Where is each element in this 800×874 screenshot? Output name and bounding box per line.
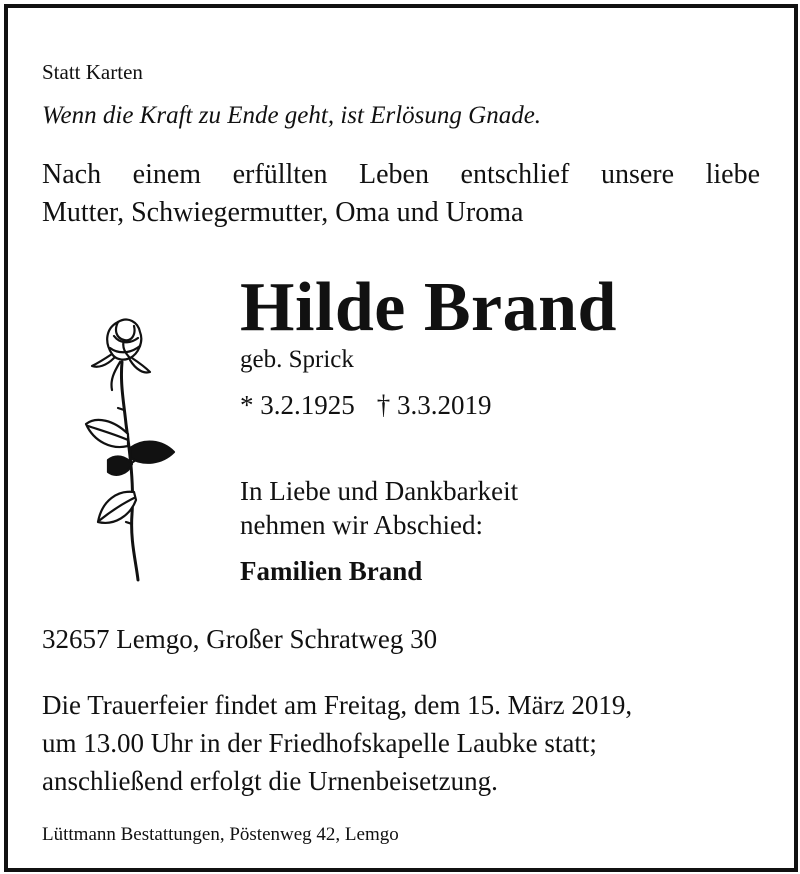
ceremony-info xyxy=(42,686,632,800)
life-dates xyxy=(240,390,492,421)
ceremony-line: um 13.00 Uhr in der Friedhofskapelle Laubke statt; xyxy=(42,728,597,758)
rose-icon xyxy=(74,314,184,584)
family-signature: Familien Brand xyxy=(240,556,423,586)
intro-line: Nach einem erfüllten Leben entschlief unsere liebe xyxy=(42,159,760,190)
maiden-name: geb. Sprick xyxy=(240,346,354,373)
motto-quote: Wenn die Kraft zu Ende geht, ist Erlösung Gnade. xyxy=(42,102,542,129)
ceremony-line: Die Trauerfeier findet am Freitag, dem 15. März 2019, xyxy=(42,690,633,720)
undertaker-footer: Lüttmann Bestattungen, Pöstenweg 42, Lemgo xyxy=(42,824,399,845)
ceremony-line: anschließend erfolgt die Urnenbeisetzung. xyxy=(42,766,498,796)
birth-date: * 3.2.1925 xyxy=(240,390,355,420)
header-text: Statt Karten xyxy=(42,60,143,84)
address-line: 32657 Lemgo, Großer Schratweg 30 xyxy=(42,624,438,654)
intro-line: Mutter, Schwiegermutter, Oma und Uroma xyxy=(42,197,524,228)
farewell-text xyxy=(240,474,518,542)
deceased-name: Hilde Brand xyxy=(240,269,617,346)
farewell-line: nehmen wir Abschied: xyxy=(240,510,483,540)
farewell-line: In Liebe und Dankbarkeit xyxy=(240,476,519,506)
intro-paragraph xyxy=(42,156,760,232)
death-date: † 3.3.2019 xyxy=(376,390,492,420)
obituary-card xyxy=(4,4,798,872)
